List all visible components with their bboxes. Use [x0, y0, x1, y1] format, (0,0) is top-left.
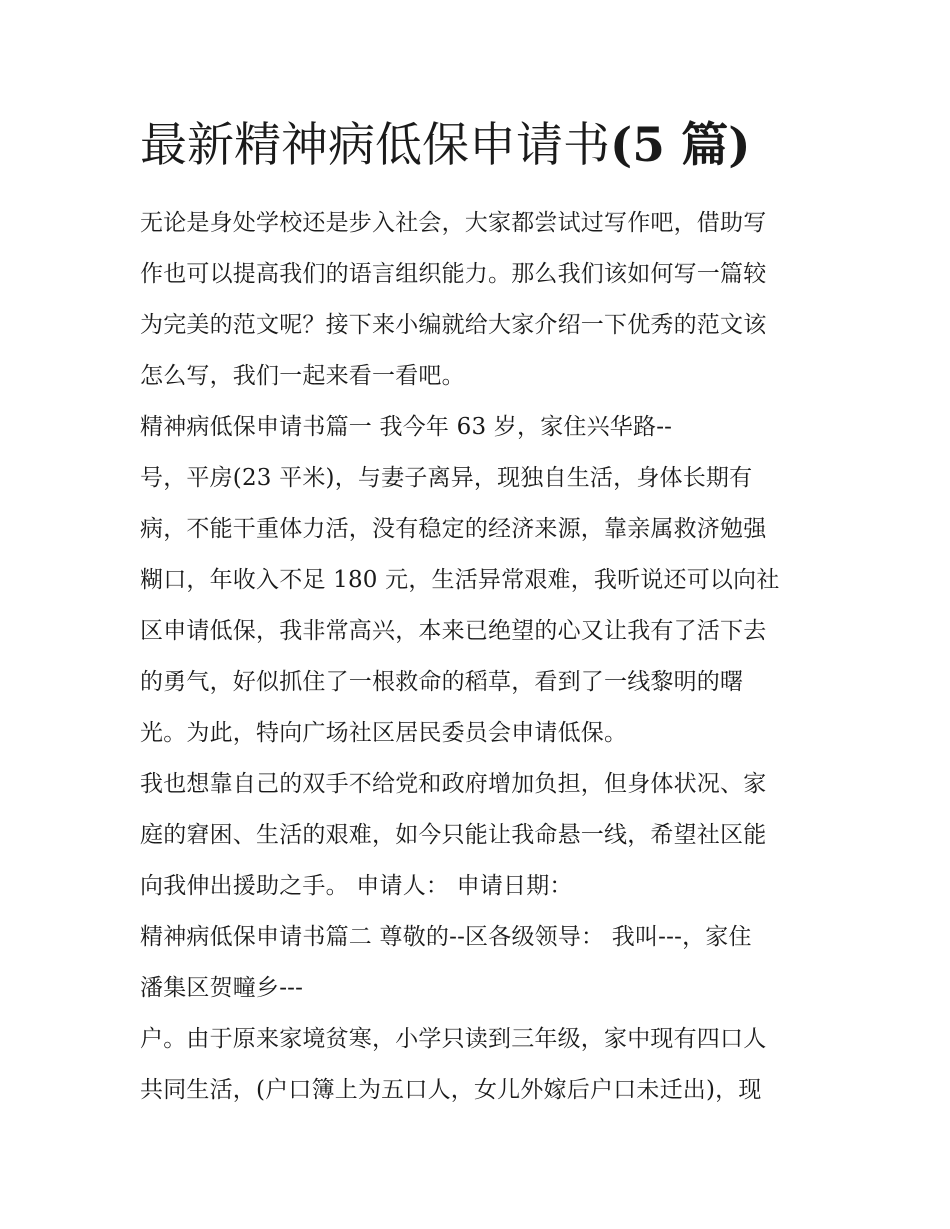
text-line: 精神病低保申请书篇二 尊敬的--区各级领导： 我叫---，家住 [140, 924, 752, 950]
text-line: 区申请低保，我非常高兴，本来已绝望的心又让我有了活下去 [140, 618, 767, 644]
document-title [140, 116, 751, 176]
text-line: 户。由于原来家境贫寒，小学只读到三年级，家中现有四口人 [140, 1026, 767, 1052]
text-line: 精神病低保申请书篇一 我今年 63 岁，家住兴华路-- [140, 414, 673, 440]
document-body [140, 198, 820, 1116]
text-line: 的勇气，好似抓住了一根救命的稻草，看到了一线黎明的曙 [140, 669, 744, 695]
text-line: 我也想靠自己的双手不给党和政府增加负担，但身体状况、家 [140, 771, 767, 797]
text-line: 病，不能干重体力活，没有稳定的经济来源，靠亲属救济勉强 [140, 516, 767, 542]
title-main: 最新精神病低保申请书 [140, 118, 610, 173]
text-line: 向我伸出援助之手。 申请人： 申请日期： [140, 873, 573, 899]
text-line: 作也可以提高我们的语言组织能力。那么我们该如何写一篇较 [140, 261, 767, 287]
text-line: 共同生活，(户口簿上为五口人，女儿外嫁后户口未迁出)，现 [140, 1077, 762, 1103]
text-line: 潘集区贺疃乡--- [140, 975, 304, 1001]
text-line: 号，平房(23 平米)，与妻子离异，现独自生活，身体长期有 [140, 465, 753, 491]
text-line: 无论是身处学校还是步入社会，大家都尝试过写作吧，借助写 [140, 210, 767, 236]
text-line: 为完美的范文呢？接下来小编就给大家介绍一下优秀的范文该 [140, 312, 767, 338]
text-line: 光。为此，特向广场社区居民委员会申请低保。 [140, 720, 628, 746]
text-line: 庭的窘困、生活的艰难，如今只能让我命悬一线，希望社区能 [140, 822, 767, 848]
text-line: 糊口，年收入不足 180 元，生活异常艰难，我听说还可以向社 [140, 567, 780, 593]
text-line: 怎么写，我们一起来看一看吧。 [140, 363, 465, 389]
title-suffix: (5 篇) [610, 118, 751, 173]
